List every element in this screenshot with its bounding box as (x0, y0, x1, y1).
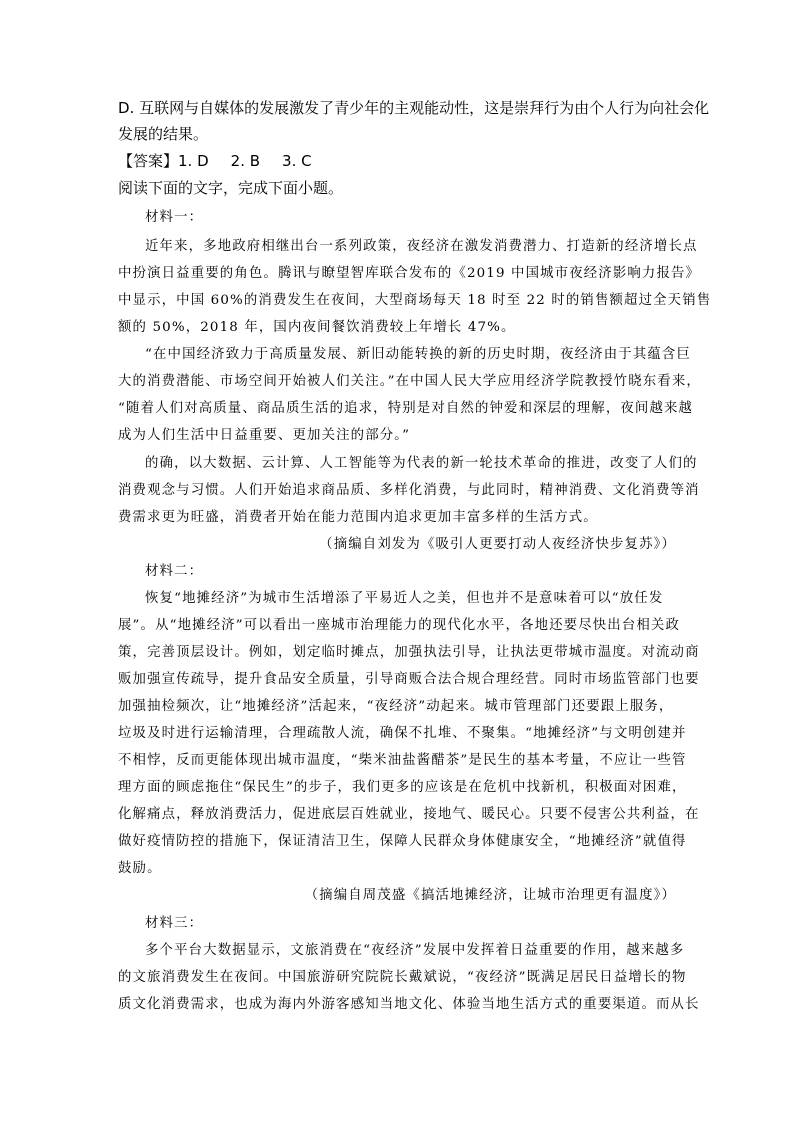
material1-heading: 材料一： (145, 210, 204, 225)
material2-p1-line: 不相悖，反而更能体现出城市温度，“柴米油盐酱醋茶”是民生的基本考量，不应让一些管 (118, 753, 687, 768)
material2-p1-line: 理方面的顾虑拖住“保民生”的步子，我们更多的应该是在危机中找新机，积极面对困难， (118, 780, 687, 795)
material2-source: （摘编自周茂盛《搞活地摊经济，让城市治理更有温度》） (304, 888, 676, 903)
material3-p1-line: 的文旅消费发生在夜间。中国旅游研究院院长戴斌说，“夜经济”既满足居民日益增长的物 (118, 970, 687, 985)
material1-p2-line: 成为人们生活中日益重要、更加关注的部分。” (118, 428, 411, 443)
material2-p1-line: 化解痛点，释放消费活力，促进底层百姓就业，接地气、暖民心。只要不侵害公共利益，在 (118, 807, 700, 822)
material3-p1-line: 多个平台大数据显示，文旅消费在“夜经济”发展中发挥着日益重要的作用，越来越多 (145, 943, 685, 958)
material1-p3-line: 消费观念与习惯。人们开始追求商品质、多样化消费，与此同时，精神消费、文化消费等消 (118, 483, 700, 498)
material2-p1-line: 恢复“地摊经济”为城市生活增添了平易近人之美，但也并不是意味着可以“放任发 (145, 591, 664, 606)
instruction: 阅读下面的文字，完成下面小题。 (118, 179, 344, 197)
material2-p1-line: 展”。从“地摊经济”可以看出一座城市治理能力的现代化水平，各地还要尽快出台相关政 (118, 618, 680, 633)
material1-p1-line: 中扮演日益重要的角色。腾讯与瞭望智库联合发布的《2019 中国城市夜经济影响力报告》 (118, 266, 701, 281)
material1-p2-line: “随着人们对高质量、商品质生活的追求，特别是对自然的钟爱和深层的理解，夜间越来越 (118, 401, 694, 416)
material2-p1-line: 鼓励。 (118, 861, 162, 876)
material2-p1-line: 加强抽检频次，让“地摊经济”活起来，“夜经济”动起来。城市管理部门还要跟上服务， (118, 699, 674, 714)
option-d-line-1: D. 互联网与自媒体的发展激发了青少年的主观能动性，这是崇拜行为由个人行为向社会化 (118, 99, 710, 117)
material1-p2-line: “在中国经济致力于高质量发展、新旧动能转换的新的历史时期，夜经济由于其蕴含巨 (145, 347, 691, 362)
option-d-line-2: 发展的结果。 (118, 125, 209, 143)
material2-p1-line: 做好疫情防控的措施下，保证清洁卫生，保障人民群众身体健康安全，“地摊经济”就值得 (118, 834, 687, 849)
answer-item-1: 1. D (178, 152, 209, 170)
material1-source: （摘编自刘发为《吸引人更要打动人夜经济快步复苏》） (319, 537, 676, 552)
material1-p1-line: 中显示，中国 60%的消费发生在夜间，大型商场每天 18 时至 22 时的销售额超过全天销售 (118, 293, 712, 308)
material2-p1-line: 垃圾及时进行运输清理，合理疏散人流，确保不扎堆、不聚集。“地摊经济”与文明创建并 (118, 726, 687, 741)
answer-label: 【答案】 (118, 152, 179, 170)
material1-p1-line: 近年来，多地政府相继出台一系列政策，夜经济在激发消费潜力、打造新的经济增长点 (145, 239, 698, 254)
answer-item-3: 3. C (282, 152, 312, 170)
material1-p3-line: 费需求更为旺盛，消费者开始在能力范围内追求更加丰富多样的生活方式。 (118, 510, 598, 525)
material2-p1-line: 策，完善顶层设计。例如，划定临时摊点，加强执法引导，让执法更带城市温度。对流动商 (118, 645, 700, 660)
material1-p3-line: 的确，以大数据、云计算、人工智能等为代表的新一轮技术革命的推进，改变了人们的 (145, 456, 698, 471)
material2-heading: 材料二： (145, 564, 204, 579)
material1-p1-line: 额的 50%，2018 年，国内夜间餐饮消费较上年增长 47%。 (118, 320, 516, 335)
answer-line (118, 150, 334, 171)
material2-p1-line: 贩加强宣传疏导，提升食品安全质量，引导商贩合法合规合理经营。同时市场监管部门也要 (118, 672, 700, 687)
material1-p2-line: 大的消费潜能、市场空间开始被人们关注。”在中国人民大学应用经济学院教授竹晓东看来， (118, 374, 701, 389)
material3-heading: 材料三： (145, 916, 204, 931)
material3-p1-line: 质文化消费需求，也成为海内外游客感知当地文化、体验当地生活方式的重要渠道。而从长 (118, 997, 700, 1012)
answer-item-2: 2. B (230, 152, 261, 170)
